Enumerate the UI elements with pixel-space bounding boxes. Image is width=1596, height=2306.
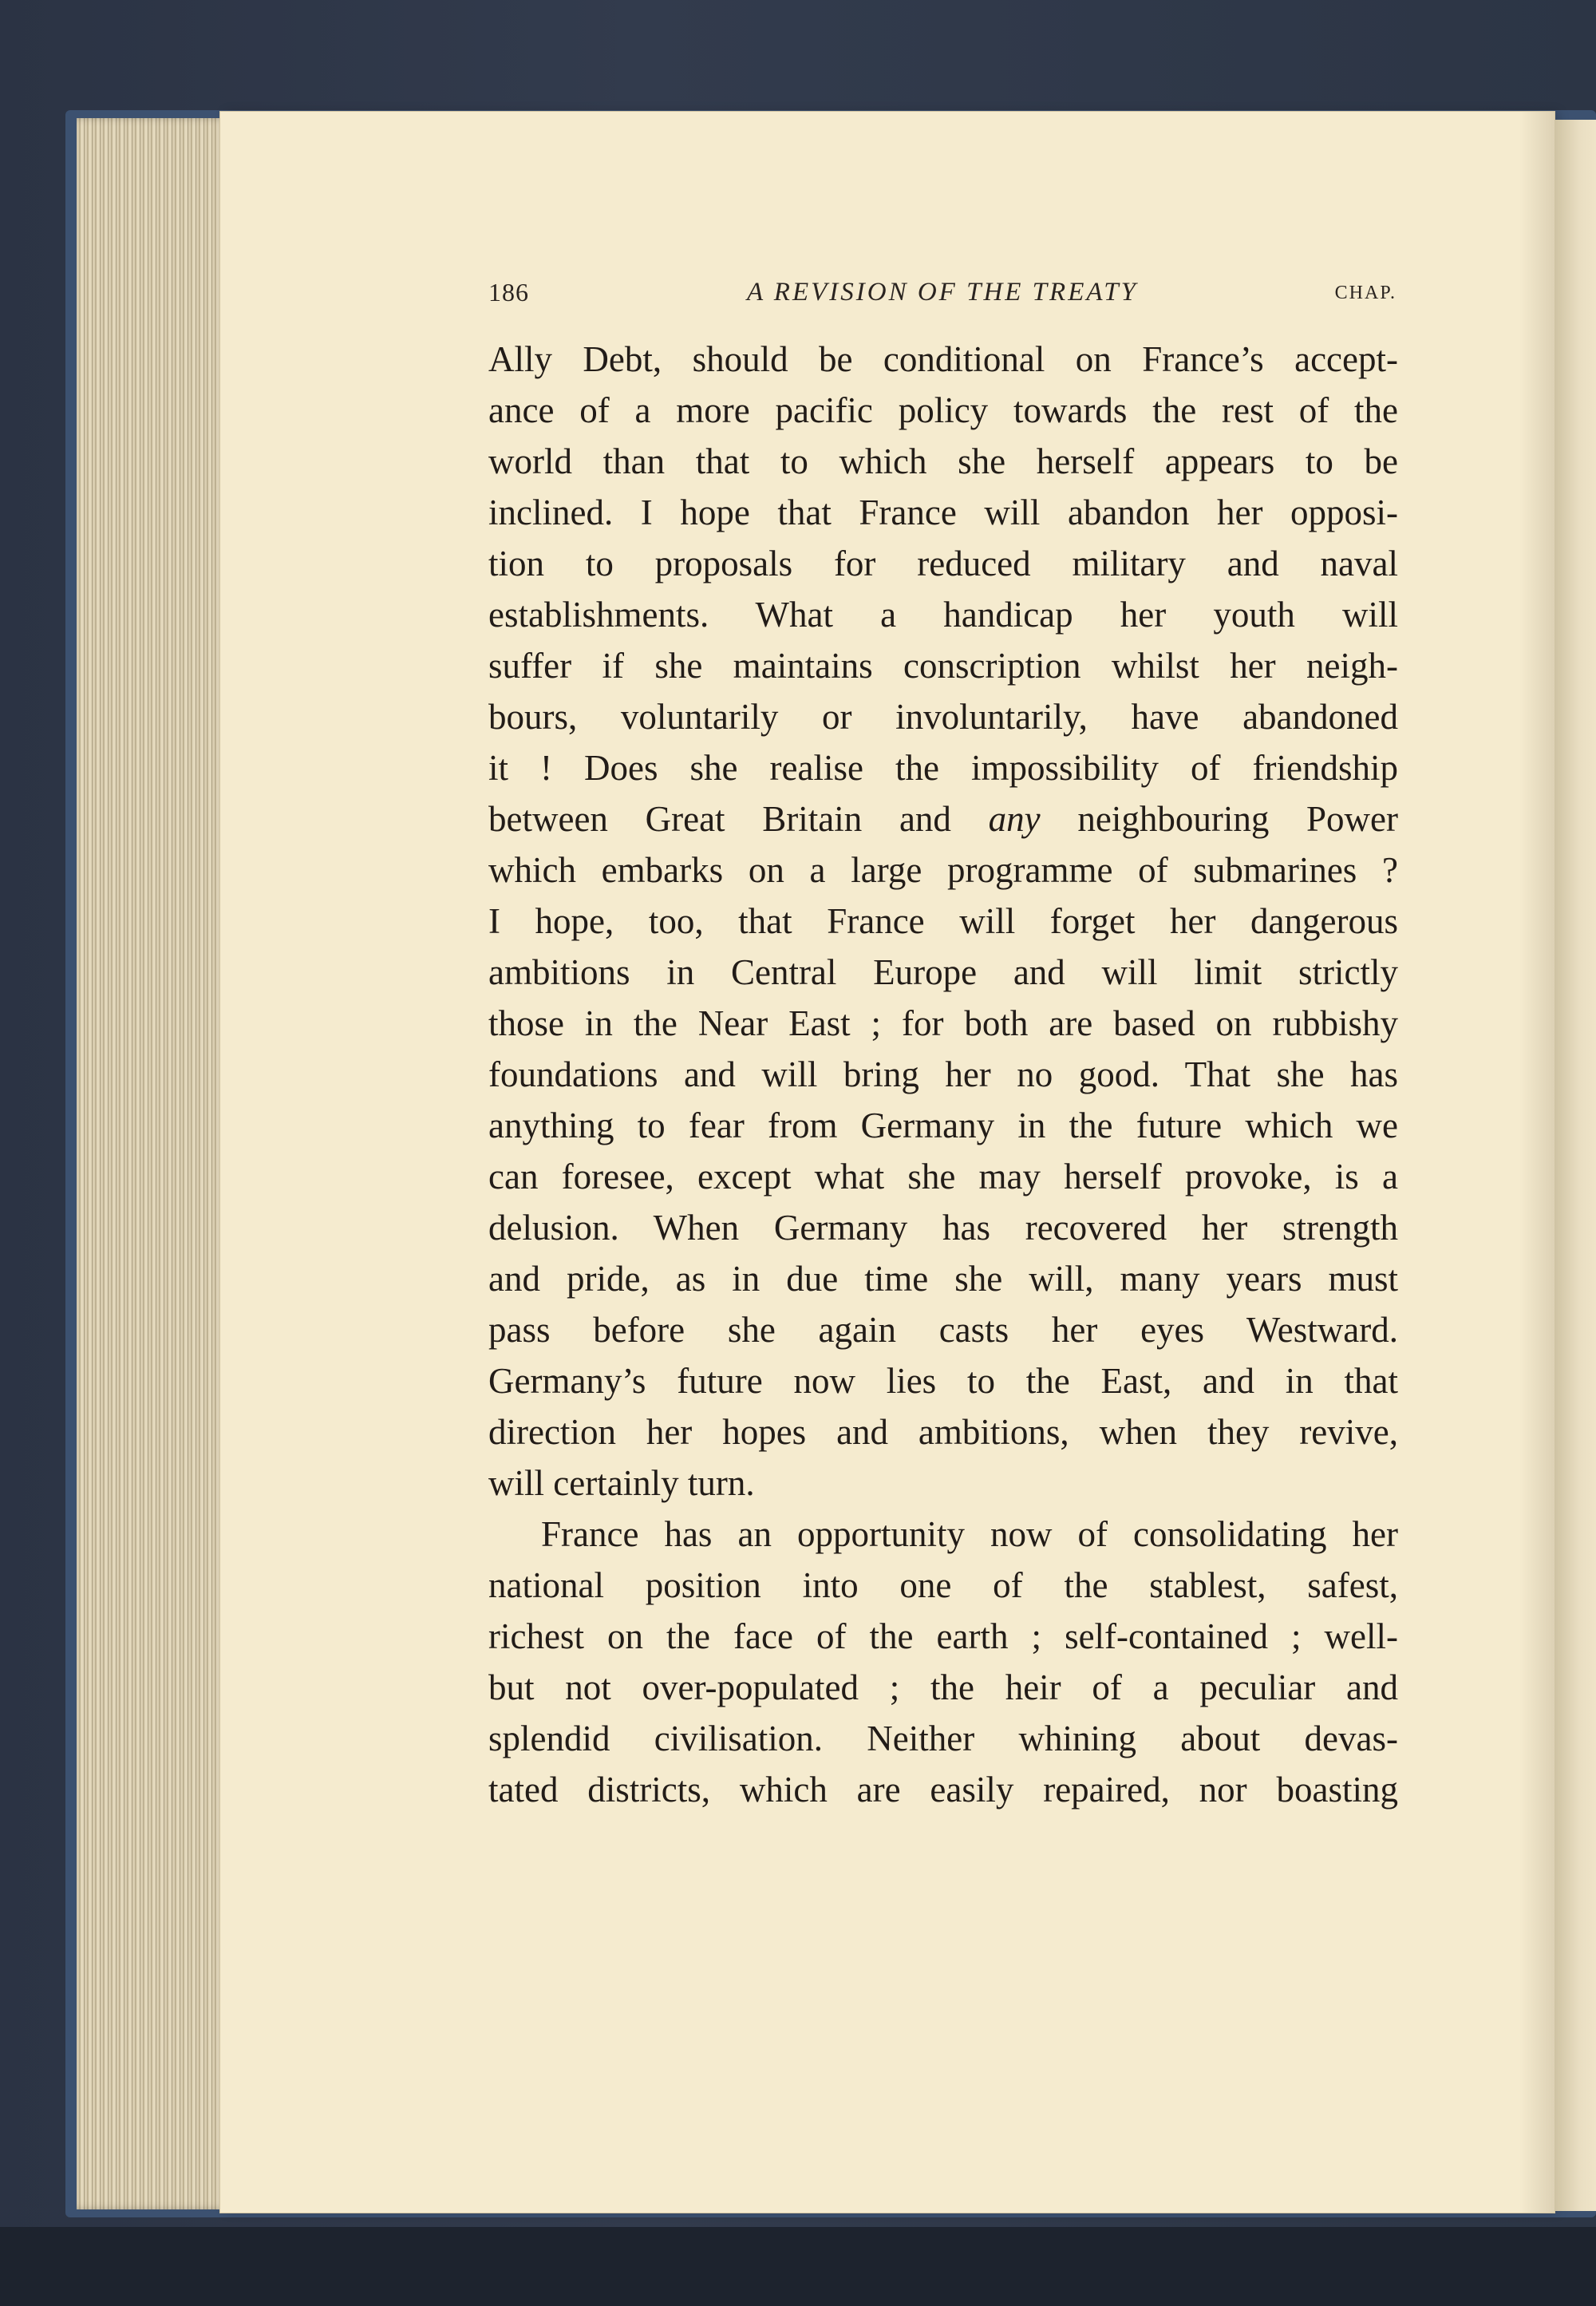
text-line: ance of a more pacific policy towards the rest of the — [488, 390, 1398, 430]
text-segment: neighbouring Power — [1077, 799, 1399, 839]
running-head-title: A REVISION OF THE TREATY — [747, 278, 1138, 307]
text-line: tated districts, which are easily repaired, nor boasting — [488, 1770, 1398, 1810]
text-line: can foresee, except what she may herself provoke, is a — [488, 1157, 1398, 1197]
text-line: France has an opportunity now of consolidating her — [541, 1514, 1398, 1554]
text-line: direction her hopes and ambitions, when they revive, — [488, 1412, 1398, 1452]
page-block-edges — [77, 118, 228, 2209]
text-line: Germany’s future now lies to the East, and in that — [488, 1361, 1398, 1401]
text-line-mixed — [488, 793, 1398, 844]
text-line: which embarks on a large programme of submarines ? — [488, 850, 1398, 890]
text-line: national position into one of the stablest, safest, — [488, 1565, 1398, 1605]
text-line: it ! Does she realise the impossibility of friendship — [488, 748, 1398, 788]
chapter-label: CHAP. — [1334, 283, 1396, 303]
text-line: establishments. What a handicap her youth will — [488, 595, 1398, 635]
text-line: suffer if she maintains conscription whilst her neigh- — [488, 646, 1398, 686]
text-line: anything to fear from Germany in the future which we — [488, 1106, 1398, 1145]
body-text — [488, 334, 1398, 1815]
page-number: 186 — [488, 278, 529, 307]
page-gutter-shadow — [1519, 112, 1555, 2213]
paragraph-2 — [488, 1509, 1398, 1815]
text-line: richest on the face of the earth ; self-contained ; well- — [488, 1616, 1398, 1656]
text-line: will certainly turn. — [488, 1463, 755, 1503]
text-line: bours, voluntarily or involuntarily, have abandoned — [488, 697, 1398, 737]
text-line: those in the Near East ; for both are based on rubbishy — [488, 1003, 1398, 1043]
scan-bottom-band — [0, 2227, 1596, 2306]
text-line: and pride, as in due time she will, many years must — [488, 1259, 1398, 1299]
text-line: Ally Debt, should be conditional on France’s accept- — [488, 339, 1398, 379]
text-segment: between Great Britain and — [488, 799, 951, 839]
italic-emphasis: any — [988, 799, 1041, 839]
text-line: I hope, too, that France will forget her dangerous — [488, 901, 1398, 941]
text-line: delusion. When Germany has recovered her strength — [488, 1208, 1398, 1248]
facing-page-edge — [1555, 120, 1596, 2211]
text-line: ambitions in Central Europe and will limit strictly — [488, 952, 1398, 992]
text-line: inclined. I hope that France will abandon her opposi- — [488, 492, 1398, 532]
text-line: tion to proposals for reduced military and naval — [488, 544, 1398, 583]
text-line: splendid civilisation. Neither whining about devas- — [488, 1719, 1398, 1758]
paragraph-1 — [488, 334, 1398, 1509]
text-line: world than that to which she herself appears to be — [488, 441, 1398, 481]
text-line: pass before she again casts her eyes Westward. — [488, 1310, 1398, 1350]
text-line: but not over-populated ; the heir of a peculiar and — [488, 1667, 1398, 1707]
running-head — [488, 271, 1396, 319]
text-line: foundations and will bring her no good. That she has — [488, 1054, 1398, 1094]
